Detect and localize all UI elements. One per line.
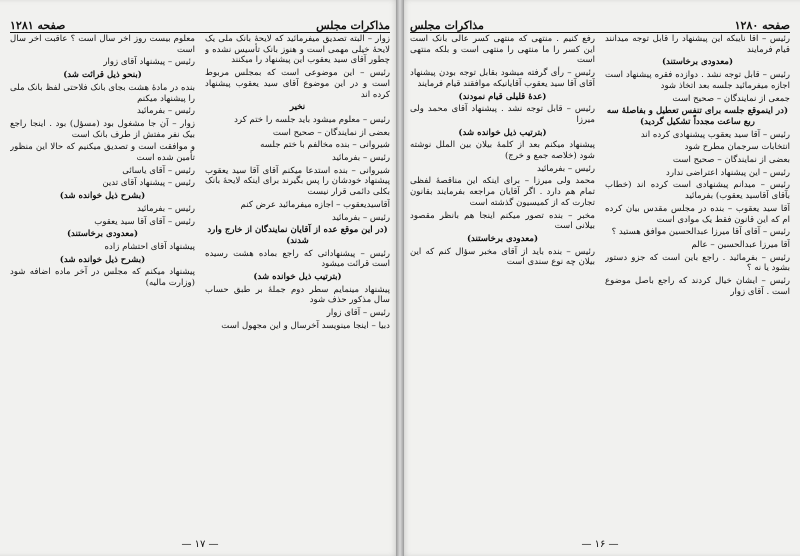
- text-paragraph: رئیس – آقا سید یعقوب پیشنهادی کرده اند: [640, 129, 790, 140]
- left-page-columns: [10, 34, 390, 534]
- left-page-footer-number: — ۱۷ —: [181, 539, 219, 550]
- text-paragraph: (بترتیب ذیل خوانده شد): [253, 272, 342, 283]
- text-paragraph: رئیس – بفرمائید: [136, 203, 195, 214]
- text-paragraph: رئیس – پیشنهاداتی که راجع بماده هشت رسیده است قرائت میشود: [205, 248, 390, 270]
- text-paragraph: (در اینموقع جلسه برای تنفس تعطیل و بفاصلهٔ سه ربع ساعت مجدداً تشکیل گردید): [606, 106, 789, 127]
- text-paragraph: (در این موقع عده از آقایان نمایندگان از خارج وارد شدند): [207, 225, 388, 246]
- text-paragraph: و موافقت است و تصدیق میکنیم که حالا این منظور تأمین شده است: [10, 142, 195, 164]
- text-paragraph: محمد ولی میرزا – برای اینکه این مناقصهٔ لفظی تمام هم دارد . اگر آقایان مراجعه بفرمایند بقانون تجارت که از کمیسیون گذشته است: [410, 176, 595, 208]
- text-paragraph: زوار – آن جا مشغول بود (مسؤل) بود . اینجا راجع بیک نفر مفتش از طرف بانک است: [10, 118, 195, 140]
- text-paragraph: آقاسیدیعقوب – اجازه میفرمائید عرض کنم: [240, 199, 390, 210]
- text-paragraph: رئیس – آقا نایبکه این پیشنهاد را قابل توجه میدانند قیام فرمایند: [605, 34, 790, 55]
- text-paragraph: رئیس – معلوم میشود باید جلسه را ختم کرد: [234, 114, 390, 125]
- text-paragraph: رئیس – بفرمائید: [331, 212, 390, 223]
- right-page-number-label: صفحه ۱۲۸۰: [734, 19, 790, 32]
- text-paragraph: بنده در مادهٔ هشت بجای بانک فلاحتی لفظ بانک ملی را پیشنهاد میکنم: [10, 82, 195, 104]
- right-page-footer-number: — ۱۶ —: [581, 539, 619, 550]
- book-gutter: [396, 0, 404, 556]
- text-paragraph: (بشرح ذیل خوانده شد): [59, 254, 146, 265]
- text-paragraph: (معدودی برخاستند): [66, 229, 139, 240]
- text-paragraph: جمعی از نمایندگان – صحیح است: [672, 93, 790, 104]
- text-paragraph: شیروانی – بنده مخالفم با ختم جلسه: [260, 140, 390, 151]
- text-paragraph: رئیس – میدانم پیشنهادی است کرده اند (خطاب بآقای آقاسید یعقوب) بفرمائید: [605, 180, 790, 202]
- text-paragraph: زوار – البته تصدیق میفرمائید که لایحهٔ بانک ملی یک لایحهٔ خیلی مهمی است و هنوز بانک تأسیس نشده و چطور آقای سید یعقوب این پیشنهاد را میکنند: [205, 34, 390, 66]
- text-paragraph: بعضی از نمایندگان – صحیح است: [272, 127, 390, 138]
- text-paragraph: رئیس – پیشنهاد آقای تدین: [102, 178, 195, 189]
- left-page-column-2: [10, 34, 195, 534]
- text-paragraph: معلوم بیست روز آخر سال است ؟ عاقبت آخر سال است: [10, 34, 195, 55]
- text-paragraph: آقا میرزا عبدالحسین – عالم: [691, 239, 790, 250]
- text-paragraph: رئیس – آقای آقا میرزا عبدالحسین موافق هستید ؟: [611, 227, 790, 238]
- text-paragraph: (عدهٔ قلیلی قیام نمودند): [458, 91, 547, 102]
- text-paragraph: (معدودی برخاستند): [661, 57, 734, 68]
- text-paragraph: رفع کنیم . منتهی که منتهی کسر عالی بانک است این کسر را ما منتهی را منتهی است و بلکه منتهی است: [410, 34, 595, 66]
- right-page-column-1: [605, 34, 790, 534]
- right-page-header: [410, 10, 790, 33]
- text-paragraph: رئیس – رأی گرفته میشود بقابل توجه بودن پیشنهاد آقای آقا سید یعقوب آقایانیکه موافقند قیام فرمایند: [410, 68, 595, 89]
- text-paragraph: رئیس – آقای یاسائی: [122, 165, 195, 176]
- text-paragraph: رئیس – بفرمائید . راجع باین است که جزو دستور بشود یا نه ؟: [605, 252, 790, 274]
- text-paragraph: رئیس – بفرمائید: [136, 106, 195, 117]
- text-paragraph: رئیس – بنده باید از آقای مخبر سؤال کنم که این بیلان چه نوع سندی است: [410, 246, 595, 268]
- right-page: [400, 0, 800, 556]
- text-paragraph: رئیس – آقای زوار: [326, 308, 390, 319]
- text-paragraph: پیشنهاد آقای احتشام زاده: [104, 241, 195, 252]
- text-paragraph: آقا سید یعقوب – بنده در مجلس مقدس بیان کرده ام که این قانون فقط یک موادی است: [605, 203, 790, 225]
- text-paragraph: (معدودی برخاستند): [466, 233, 539, 244]
- text-paragraph: (بترتیب ذیل خوانده شد): [458, 127, 547, 138]
- text-paragraph: انتخابات سرجمان مطرح شود: [684, 142, 790, 153]
- text-paragraph: پیشنهاد مینمایم سطر دوم جملهٔ بر طبق حساب سال مذکور حذف شود: [205, 284, 390, 306]
- text-paragraph: رئیس – آقای آقا سید یعقوب: [94, 216, 195, 227]
- left-page-column-1: [205, 34, 390, 534]
- text-paragraph: دبیا – اینجا مینویسد آخرسال و این مجهول است: [221, 320, 390, 331]
- text-paragraph: شیروانی – بنده استدعا میکنم آقای آقا سید یعقوب پیشنهاد خودشان را پس بگیرند برای اینکه لایحهٔ بانک بکلی دائمی قرار نیست: [205, 165, 390, 198]
- text-paragraph: مخبر – بنده تصور میکنم اینجا هم بانظر مقصود بیلانی است: [410, 210, 595, 232]
- text-paragraph: رئیس – قابل توجه نشد . دوازده فقره پیشنهاد است اجازه میفرمائید جلسه بعد اتخاذ شود: [605, 70, 790, 91]
- text-paragraph: بعضی از نمایندگان – صحیح است: [672, 155, 790, 166]
- text-paragraph: رئیس – این پیشنهاد اعتراضی ندارد: [666, 167, 790, 178]
- text-paragraph: رئیس – قابل توجه نشد . پیشنهاد آقای محمد ولی میرزا: [410, 104, 595, 125]
- text-paragraph: (بشرح ذیل خوانده شد): [59, 191, 146, 202]
- text-paragraph: رئیس – پیشنهاد آقای زوار: [103, 57, 195, 68]
- text-paragraph: پیشنهاد میکنم بعد از کلمهٔ بیلان بین الملل نوشته شود (خلاصه جمع و خرج): [410, 140, 595, 162]
- left-page-title: مذاکرات مجلس: [316, 19, 390, 32]
- text-paragraph: پیشنهاد میکنم که مجلس در آخر ماده اضافه شود (وزارت مالیه): [10, 267, 195, 289]
- right-page-columns: [410, 34, 790, 534]
- right-page-column-2: [410, 34, 595, 534]
- left-page-header: [10, 10, 390, 33]
- text-paragraph: رئیس – بفرمائید: [331, 153, 390, 164]
- right-page-title: مذاکرات مجلس: [410, 19, 484, 32]
- text-paragraph: نخیر: [289, 102, 306, 113]
- text-paragraph: رئیس – این موضوعی است که بمجلس مربوط است و در این موضوع آقای سید یعقوب پیشنهاد کرده اند: [205, 68, 390, 100]
- text-paragraph: رئیس – بفرمائید: [536, 163, 595, 174]
- text-paragraph: (بنحو ذیل قرائت شد): [63, 70, 142, 81]
- text-paragraph: رئیس – ایشان خیال کردند که راجع باصل موضوع است . آقای زوار: [605, 276, 790, 297]
- left-page-number-label: صفحه ۱۲۸۱: [10, 19, 66, 32]
